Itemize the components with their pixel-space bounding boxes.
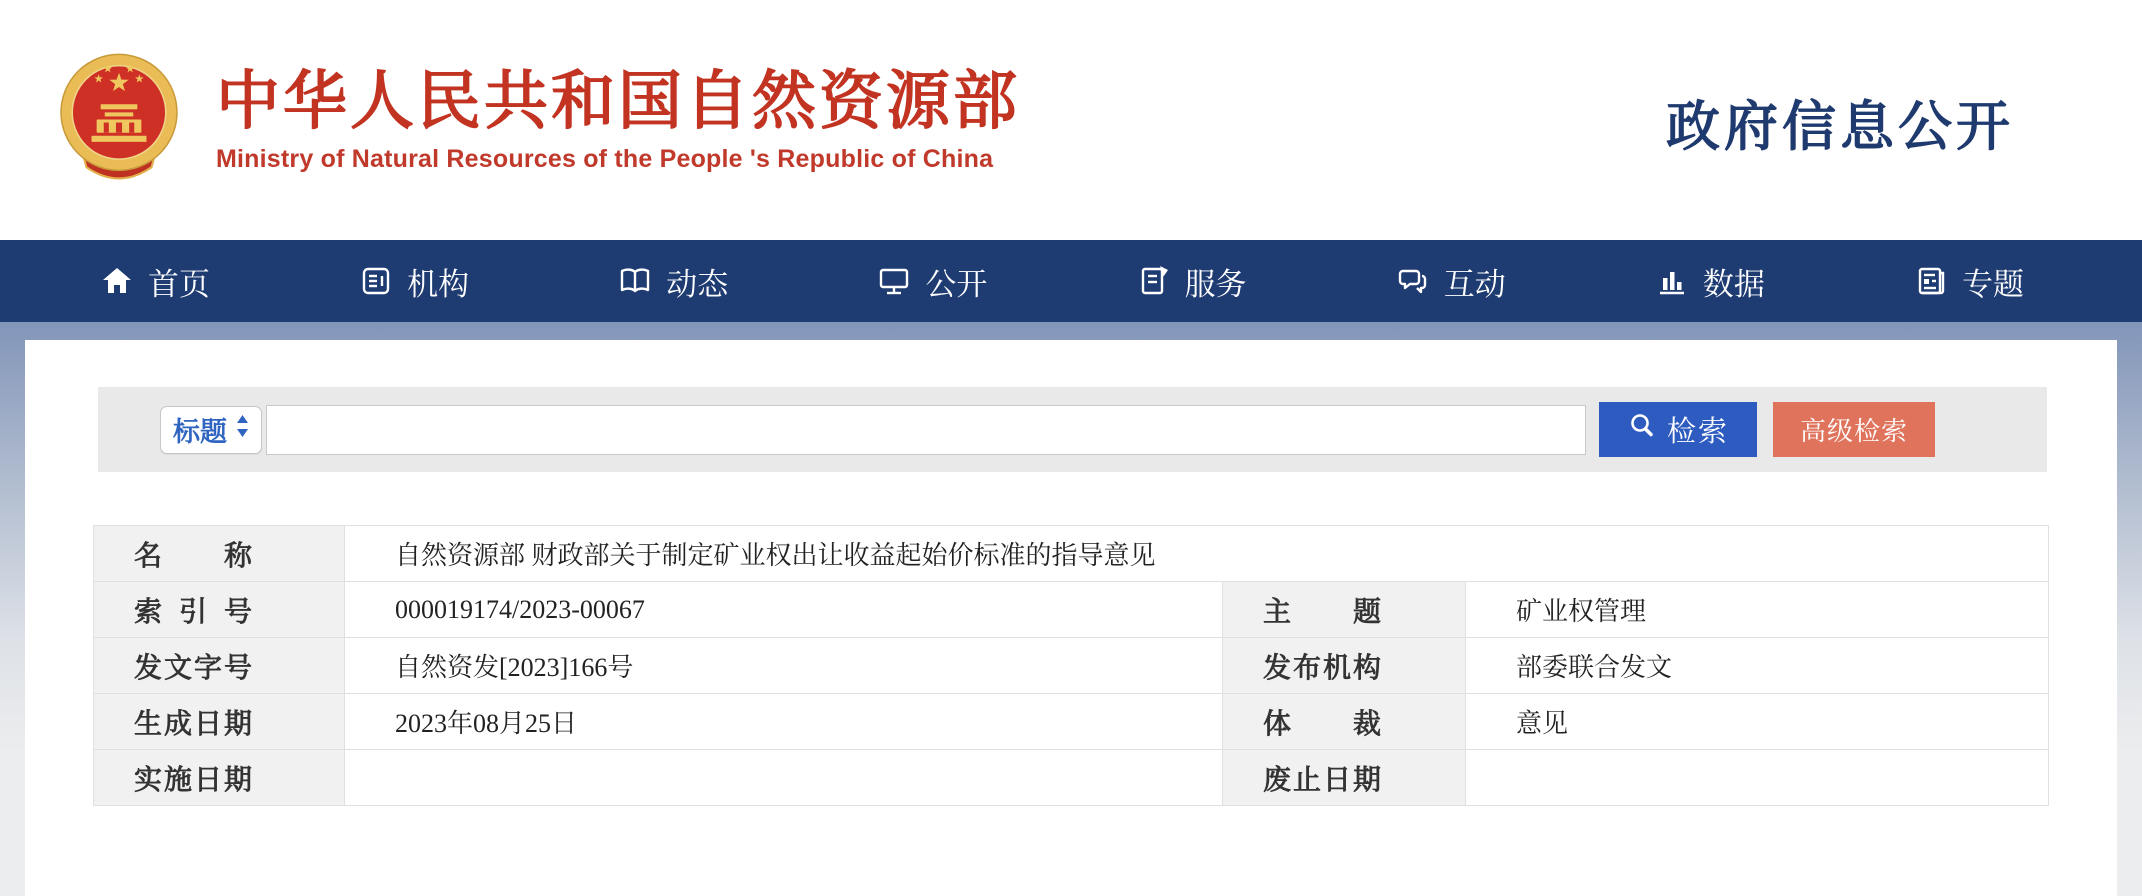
main-nav [0, 240, 2142, 322]
site-header [0, 0, 2142, 240]
nav-item-data[interactable] [1654, 259, 1765, 304]
national-emblem-icon [58, 51, 180, 189]
doc-name-value: 自然资源部 财政部关于制定矿业权出让收益起始价标准的指导意见 [345, 526, 2049, 582]
site-subtitle: Ministry of Natural Resources of the People 's Republic of China [216, 144, 994, 173]
doc-name-label: 名称 [94, 526, 345, 582]
nav-item-organization[interactable] [358, 259, 469, 304]
repeal-date-label: 废止日期 [1223, 750, 1466, 806]
search-button[interactable] [1599, 402, 1757, 457]
created-date-value: 2023年08月25日 [345, 694, 1223, 750]
document-detail-table [93, 525, 2049, 806]
nav-item-label: 数据 [1702, 266, 1765, 302]
index-no-label: 索引号 [94, 582, 345, 638]
search-category-select[interactable] [160, 406, 262, 454]
site-titles [216, 66, 1020, 173]
repeal-date-value [1466, 750, 2049, 806]
nav-item-label: 专题 [1961, 266, 2024, 302]
nav-item-topics[interactable] [1913, 259, 2024, 304]
gov-info-disclosure-title: 政府信息公开 [1666, 97, 2014, 157]
nav-item-disclosure[interactable] [876, 259, 987, 304]
nav-item-label: 公开 [925, 266, 988, 302]
chat-bubbles-icon [1395, 263, 1431, 299]
advanced-search-button[interactable]: 高级检索 [1773, 402, 1935, 457]
nav-item-label: 动态 [666, 266, 729, 302]
nav-item-label: 机构 [407, 266, 470, 302]
nav-item-services[interactable] [1136, 259, 1247, 304]
table-row [94, 582, 2049, 638]
issuing-agency-label: 发布机构 [1223, 638, 1466, 694]
index-no-value: 000019174/2023-00067 [345, 582, 1223, 638]
service-doc-icon [1136, 263, 1172, 299]
genre-value: 意见 [1466, 694, 2049, 750]
news-book-icon [617, 263, 653, 299]
table-row [94, 638, 2049, 694]
nav-item-interaction[interactable] [1395, 259, 1506, 304]
newspaper-icon [1913, 263, 1949, 299]
content-background [0, 322, 2142, 896]
nav-item-home[interactable] [99, 259, 210, 304]
monitor-icon [876, 263, 912, 299]
created-date-label: 生成日期 [94, 694, 345, 750]
genre-label: 体裁 [1223, 694, 1466, 750]
search-input[interactable] [266, 405, 1586, 455]
search-icon [1627, 411, 1657, 449]
home-icon [99, 263, 135, 299]
table-row [94, 526, 2049, 582]
table-row [94, 750, 2049, 806]
subject-value: 矿业权管理 [1466, 582, 2049, 638]
organization-icon [358, 263, 394, 299]
search-button-label: 检索 [1666, 416, 1729, 448]
search-category-label: 标题 [173, 417, 227, 447]
select-arrows-icon [236, 414, 249, 445]
content-panel [25, 340, 2117, 896]
nav-item-news[interactable] [617, 259, 728, 304]
table-row [94, 694, 2049, 750]
subject-label: 主题 [1223, 582, 1466, 638]
site-title: 中华人民共和国自然资源部 [216, 65, 1020, 138]
search-bar [98, 387, 2047, 472]
effective-date-label: 实施日期 [94, 750, 345, 806]
doc-number-label: 发文字号 [94, 638, 345, 694]
nav-item-label: 首页 [148, 266, 210, 302]
bar-chart-icon [1654, 263, 1690, 299]
nav-item-label: 服务 [1184, 266, 1247, 302]
doc-number-value: 自然资发[2023]166号 [345, 638, 1223, 694]
issuing-agency-value: 部委联合发文 [1466, 638, 2049, 694]
effective-date-value [345, 750, 1223, 806]
nav-item-label: 互动 [1443, 266, 1506, 302]
